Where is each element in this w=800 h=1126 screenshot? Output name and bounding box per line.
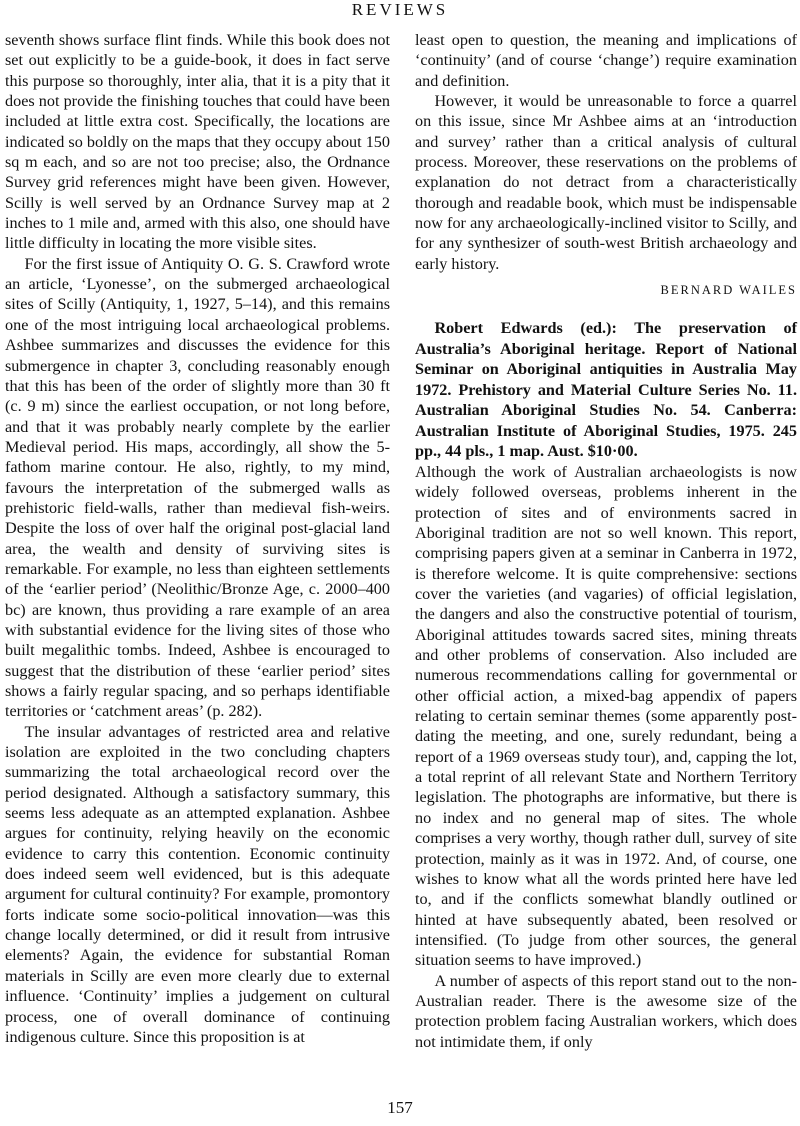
left-column	[5, 30, 390, 1047]
paragraph: Although the work of Australian archaeologists is now widely followed overseas, problems inherent in the protection of sites and of environments sacred in Aboriginal tradition are not so well known. This report, comprising papers given at a seminar in Canberra in 1972, is therefore welcome. It is quite comprehensive: sections cover the varieties (and vagaries) of official legislation, the dangers and also the constructive potential of tourism, Aboriginal attitudes towards sacred sites, mining threats and other problems of conservation. Also included are numerous recommendations calling for governmental or other official action, a mixed-bag appendix of papers relating to certain seminar themes (some apparently post-dating the meeting, and one, surely redundant, being a report of a 1969 overseas study tour), and, capping the lot, a total reprint of all relevant State and Northern Territory legislation. The photographs are informative, but there is no index and no general map of sites. The whole comprises a very worthy, though rather dull, survey of site protection, mainly as it was in 1972. And, of course, one wishes to know what all the words printed here have led to, and if the conflicts somewhat blandly outlined or hinted at have subsequently abated, been resolved or intensified. (To judge from other sources, the general situation seems to have improved.)	[415, 462, 797, 970]
paragraph: least open to question, the meaning and implications of ‘continuity’ (and of course ‘change’) require examination and definition.	[415, 31, 797, 90]
running-header: REVIEWS	[351, 0, 449, 19]
paragraph: For the first issue of Antiquity O. G. S. Crawford wrote an article, ‘Lyonesse’, on the submerged archaeological sites of Scilly (Antiquity, 1, 1927, 5–14), and this remains one of the most intriguing local archaeological problems. Ashbee summarizes and discusses the evidence for this submergence in chapter 3, concluding reasonably enough that this has been of the order of slightly more than 30 ft (c. 9 m) since the earliest occupation, or not long before, and that it was probably nearly complete by the earlier Medieval period. His maps, accordingly, all show the 5-fathom marine contour. He also, rightly, to my mind, favours the interpretation of the submerged walls as prehistoric field-walls, rather than medieval fish-weirs. Despite the loss of over half the original post-glacial land area, the wealth and density of surviving sites is remarkable. For example, no less than eighteen settlements of the ‘earlier period’ (Neolithic/Bronze Age, c. 2000–400 bc) are known, thus providing a rare example of an area with substantial evidence for the living sites of those who built megalithic tombs. Indeed, Ashbee is encouraged to suggest that the distribution of these ‘earlier period’ sites shows a fairly regular spacing, and so perhaps identifiable territories or ‘catchment areas’ (p. 282).	[5, 254, 390, 721]
paragraph: seventh shows surface flint finds. While this book does not set out explicitly to be a guide-book, it does in fact serve this purpose so thoroughly, inter alia, that it is a pity that it does not provide the finishing touches that could have been included at little extra cost. Specifically, the locations are indicated so boldly on the maps that they occupy about 150 sq m each, and so are not too precise; also, the Ordnance Survey grid references might have been given. However, Scilly is well served by an Ordnance Survey map at 2 inches to 1 mile and, armed with this also, one should have little difficulty in locating the more visible sites.	[5, 31, 390, 253]
paragraph: The insular advantages of restricted area and relative isolation are exploited in the two concluding chapters summarizing the total archaeological record over the period designated. Although a satisfactory summary, this seems less adequate as an attempted explanation. Ashbee argues for continuity, relying heavily on the economic evidence to carry this contention. Economic continuity does indeed seem well evidenced, but is this adequate argument for cultural continuity? For example, promontory forts indicate some socio-political innovation—was this change locally determined, or did it result from intrusive elements? Again, the evidence for substantial Roman materials in Scilly are even more clearly due to external influence. ‘Continuity’ implies a judgement on cultural process, one of overall dominance of continuing indigenous culture. Since this proposition is at	[5, 722, 390, 1046]
paragraph: A number of aspects of this report stand out to the non-Australian reader. There is the awesome size of the protection problem facing Australian workers, which does not intimidate them, if only	[415, 971, 797, 1051]
page-number: 157	[387, 1098, 413, 1117]
reviewer-signature: BERNARD WAILES	[660, 283, 797, 298]
paragraph: However, it would be unreasonable to force a quarrel on this issue, since Mr Ashbee aims at an ‘introduction and survey’ rather than a critical analysis of cultural process. Moreover, these reservations on the problems of explanation do not detract from a characteristically thorough and readable book, which must be indispensable now for any archaeologically-inclined visitor to Scilly, and for any synthesizer of south-west British archaeology and early history.	[415, 92, 797, 273]
review-heading: Robert Edwards (ed.): The preservation of Australia’s Aboriginal heritage. Report of National Seminar on Aboriginal antiquities in Australia May 1972. Prehistory and Material Culture Series No. 11. Australian Aboriginal Studies No. 54. Canberra: Australian Institute of Aboriginal Studies, 1975. 245 pp., 44 pls., 1 map. Aust. $10·00.	[415, 319, 797, 461]
right-column	[415, 30, 797, 1052]
